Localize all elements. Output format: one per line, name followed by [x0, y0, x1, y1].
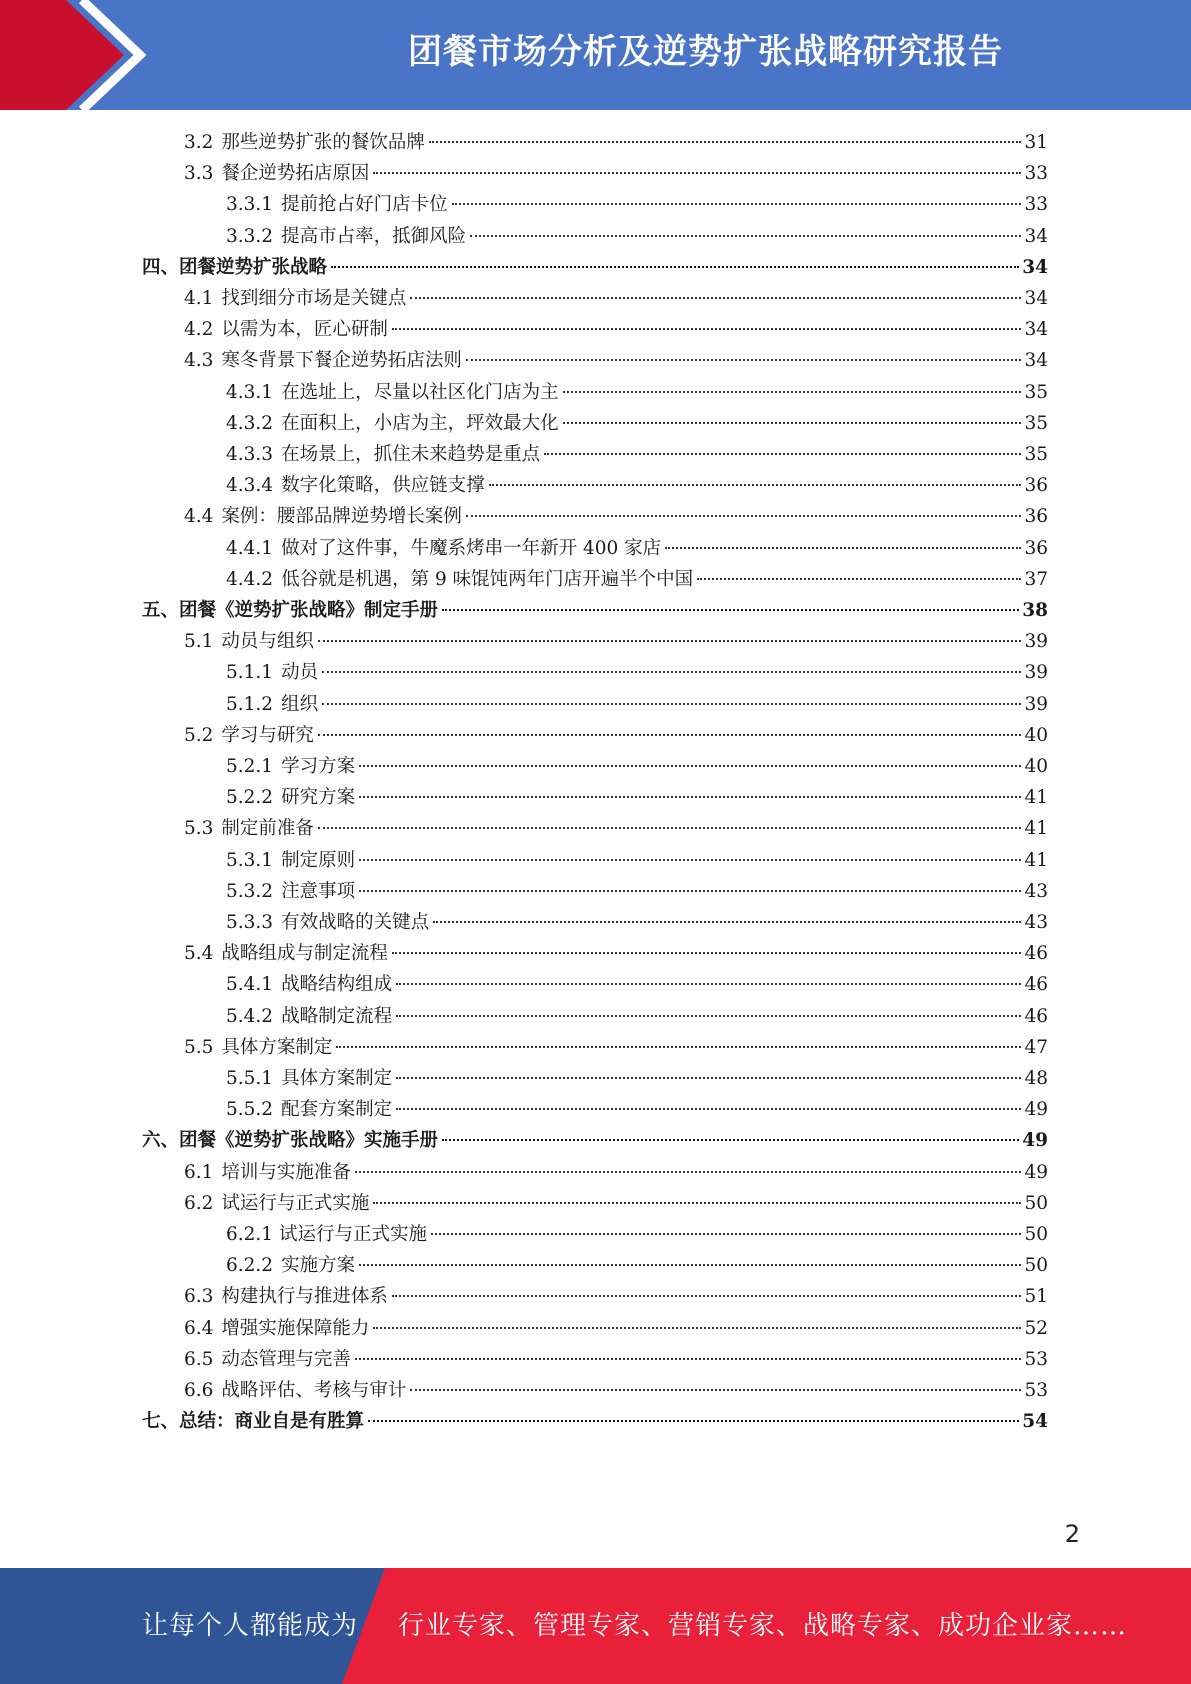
- toc-dot-leader: [466, 515, 1022, 517]
- toc-entry-title: 研究方案: [281, 787, 356, 809]
- toc-entry[interactable]: [184, 1345, 1048, 1375]
- toc-entry[interactable]: [226, 534, 1048, 564]
- toc-entry[interactable]: [184, 159, 1048, 189]
- toc-entry-title: 动员: [281, 662, 319, 684]
- toc-entry[interactable]: [226, 1002, 1048, 1032]
- toc-entry-title: 四、团餐逆势扩张战略: [142, 256, 328, 278]
- toc-entry-page: 34: [1022, 256, 1048, 278]
- toc-entry-page: 38: [1022, 600, 1048, 621]
- toc-entry-title: 试运行与正式实施: [221, 1192, 370, 1214]
- toc-entry-page: 47: [1024, 1036, 1048, 1058]
- toc-entry[interactable]: [142, 1126, 1048, 1156]
- toc-entry-title: 找到细分市场是关键点: [221, 288, 407, 309]
- toc-entry-number: 4.3.4: [226, 475, 274, 497]
- toc-entry-title: 战略制定流程: [281, 1005, 393, 1027]
- toc-entry-title: 组织: [281, 693, 319, 715]
- toc-entry[interactable]: [184, 1314, 1048, 1344]
- toc-entry-title: 具体方案制定: [221, 1036, 333, 1058]
- toc-entry-title: 在面积上，小店为主，坪效最大化: [281, 412, 559, 434]
- toc-entry-title: 制定前准备: [221, 818, 314, 840]
- toc-entry-number: 5.3.2: [226, 880, 274, 902]
- toc-entry-title: 以需为本，匠心研制: [221, 319, 388, 341]
- toc-dot-leader: [470, 235, 1021, 237]
- toc-entry-number: 5.3.3: [226, 912, 274, 933]
- toc-entry-title: 战略组成与制定流程: [221, 943, 388, 965]
- toc-entry-title: 低谷就是机遇，第 9 味馄饨两年门店开遍半个中国: [281, 568, 694, 590]
- toc-entry-number: 5.3: [184, 818, 214, 840]
- toc-entry-number: 4.3.2: [226, 412, 274, 434]
- toc-dot-leader: [355, 1358, 1022, 1360]
- toc-entry-title: 6.2.1 试运行与正式实施: [226, 1224, 427, 1245]
- toc-entry[interactable]: [184, 939, 1048, 969]
- toc-entry-page: 52: [1024, 1317, 1048, 1339]
- toc-entry-title: 具体方案制定: [281, 1068, 393, 1089]
- toc-entry-page: 34: [1024, 225, 1048, 247]
- toc-entry-title: 在选址上，尽量以社区化门店为主: [281, 381, 559, 403]
- toc-entry[interactable]: [184, 128, 1048, 158]
- toc-entry-number: 5.4: [184, 943, 214, 965]
- toc-dot-leader: [359, 890, 1021, 892]
- toc-entry-number: 5.2.1: [226, 756, 274, 777]
- toc-dot-leader: [410, 297, 1021, 299]
- toc-entry-title: 战略结构组成: [281, 974, 393, 996]
- toc-entry-page: 36: [1024, 475, 1048, 497]
- toc-entry-page: 34: [1024, 288, 1048, 309]
- toc-entry-number: 5.5.2: [226, 1099, 274, 1121]
- toc-entry-page: 41: [1024, 787, 1048, 809]
- footer-slogan: 让每个人都能成为: [142, 1611, 359, 1641]
- toc-dot-leader: [563, 391, 1022, 393]
- toc-entry[interactable]: [184, 315, 1048, 345]
- toc-entry-title: 七、总结：商业自是有胜算: [142, 1411, 365, 1433]
- toc-entry[interactable]: [226, 440, 1048, 470]
- toc-dot-leader: [410, 1389, 1021, 1391]
- toc-dot-leader: [563, 422, 1022, 424]
- toc-entry-number: 6.4: [184, 1317, 214, 1339]
- toc-entry-page: 50: [1024, 1255, 1048, 1277]
- toc-dot-leader: [442, 1139, 1019, 1141]
- toc-entry-page: 50: [1024, 1224, 1048, 1245]
- toc-entry[interactable]: [226, 877, 1048, 907]
- toc-entry-page: 33: [1024, 194, 1048, 216]
- toc-entry-number: 4.4.2: [226, 568, 274, 590]
- toc-entry-title: 培训与实施准备: [221, 1161, 351, 1183]
- toc-entry-page: 34: [1024, 319, 1048, 341]
- toc-entry[interactable]: [142, 1407, 1048, 1437]
- toc-entry[interactable]: [184, 1033, 1048, 1063]
- toc-entry[interactable]: [184, 346, 1048, 376]
- toc-entry[interactable]: [226, 690, 1048, 720]
- toc-entry-title: 动态管理与完善: [221, 1348, 351, 1370]
- toc-entry-page: 46: [1024, 1005, 1048, 1027]
- toc-entry[interactable]: [226, 970, 1048, 1000]
- toc-entry-number: 6.2.2: [226, 1255, 274, 1277]
- toc-dot-leader: [392, 952, 1022, 954]
- toc-entry-page: 53: [1024, 1348, 1048, 1370]
- toc-dot-leader: [431, 1233, 1021, 1235]
- toc-entry-title: 寒冬背景下餐企逆势拓店法则: [221, 350, 462, 372]
- toc-entry[interactable]: [184, 627, 1048, 657]
- toc-dot-leader: [489, 484, 1022, 486]
- toc-entry-number: 3.3: [184, 163, 214, 185]
- toc-entry-number: 5.3.1: [226, 849, 274, 871]
- toc-entry-page: 50: [1024, 1192, 1048, 1214]
- toc-entry-page: 40: [1024, 724, 1048, 746]
- toc-entry-page: 39: [1024, 693, 1048, 715]
- toc-entry[interactable]: [184, 1189, 1048, 1219]
- toc-entry-page: 39: [1024, 662, 1048, 684]
- toc-entry-number: 4.3: [184, 350, 214, 372]
- toc-entry[interactable]: [226, 222, 1048, 252]
- toc-dot-leader: [392, 1295, 1022, 1297]
- toc-entry-page: 49: [1024, 1161, 1048, 1183]
- toc-dot-leader: [322, 671, 1021, 673]
- toc-entry-title: 注意事项: [281, 880, 356, 902]
- toc-entry-page: 49: [1024, 1099, 1048, 1121]
- toc-entry-page: 48: [1024, 1068, 1048, 1089]
- toc-dot-leader: [318, 827, 1022, 829]
- toc-entry-title: 战略评估、考核与审计: [221, 1380, 407, 1401]
- toc-entry-page: 31: [1024, 132, 1048, 153]
- toc-entry-title: 动员与组织: [221, 631, 314, 653]
- toc-entry[interactable]: [184, 502, 1048, 532]
- toc-entry-number: 5.1.2: [226, 693, 274, 715]
- toc-entry-title: 五、团餐《逆势扩张战略》制定手册: [142, 600, 439, 621]
- toc-entry-title: 学习方案: [281, 756, 356, 777]
- toc-entry-title: 增强实施保障能力: [221, 1317, 370, 1339]
- toc-entry-number: 5.4.1: [226, 974, 274, 996]
- toc-dot-leader: [396, 1077, 1021, 1079]
- toc-dot-leader: [544, 453, 1021, 455]
- toc-dot-leader: [368, 1420, 1019, 1422]
- toc-entry-title: 有效战略的关键点: [281, 912, 430, 933]
- toc-dot-leader: [452, 203, 1022, 205]
- toc-entry[interactable]: [184, 1282, 1048, 1312]
- toc-entry-page: 46: [1024, 974, 1048, 996]
- toc-entry-title: 提前抢占好门店卡位: [281, 194, 448, 216]
- toc-entry-page: 43: [1024, 880, 1048, 902]
- toc-entry-number: 4.4.1: [226, 537, 274, 559]
- toc-entry-page: 53: [1024, 1380, 1048, 1401]
- toc-entry[interactable]: [184, 1376, 1048, 1406]
- toc-entry-number: 6.6: [184, 1380, 214, 1401]
- toc-dot-leader: [466, 359, 1022, 361]
- toc-entry-number: 5.1: [184, 631, 214, 653]
- toc-entry-title: 提高市占率，抵御风险: [281, 225, 467, 247]
- toc-dot-leader: [359, 1264, 1021, 1266]
- toc-entry[interactable]: [142, 596, 1048, 626]
- toc-entry-page: 41: [1024, 849, 1048, 871]
- toc-entry-page: 36: [1024, 506, 1048, 528]
- toc-entry[interactable]: [226, 658, 1048, 688]
- toc-entry[interactable]: [184, 814, 1048, 844]
- toc-dot-leader: [373, 1327, 1021, 1329]
- toc-entry[interactable]: [226, 1251, 1048, 1281]
- toc-entry-number: 3.3.2: [226, 225, 274, 247]
- toc-dot-leader: [396, 1015, 1021, 1017]
- toc-entry-page: 43: [1024, 912, 1048, 933]
- toc-entry-title: 六、团餐《逆势扩张战略》实施手册: [142, 1130, 439, 1152]
- toc-entry-page: 36: [1024, 537, 1048, 559]
- toc-entry-page: 41: [1024, 818, 1048, 840]
- toc-entry[interactable]: [226, 908, 1048, 938]
- toc-entry-page: 40: [1024, 756, 1048, 777]
- toc-entry-page: 49: [1022, 1130, 1048, 1152]
- toc-entry-title: 配套方案制定: [281, 1099, 393, 1121]
- toc-entry-number: 4.1: [184, 288, 214, 309]
- toc-dot-leader: [433, 921, 1021, 923]
- toc-entry[interactable]: [184, 721, 1048, 751]
- toc-entry[interactable]: [226, 1064, 1048, 1094]
- toc-entry-number: 5.5.1: [226, 1068, 274, 1089]
- toc-dot-leader: [331, 266, 1019, 268]
- toc-entry[interactable]: [226, 409, 1048, 439]
- toc-entry-number: 6.5: [184, 1348, 214, 1370]
- toc-entry-title: 构建执行与推进体系: [221, 1286, 388, 1308]
- toc-dot-leader: [373, 1202, 1021, 1204]
- toc-entry-page: 33: [1024, 163, 1048, 185]
- toc-dot-leader: [322, 703, 1021, 705]
- toc-dot-leader: [336, 1046, 1021, 1048]
- toc-dot-leader: [392, 328, 1022, 330]
- toc-dot-leader: [429, 141, 1022, 143]
- toc-entry-page: 39: [1024, 631, 1048, 653]
- toc-entry-page: 46: [1024, 943, 1048, 965]
- footer-roles: 行业专家、管理专家、营销专家、战略专家、成功企业家……: [398, 1611, 1128, 1641]
- toc-dot-leader: [359, 859, 1021, 861]
- toc-entry[interactable]: [226, 846, 1048, 876]
- toc-entry-number: 3.2: [184, 132, 214, 153]
- toc-entry[interactable]: [226, 1095, 1048, 1125]
- toc-entry-number: 6.1: [184, 1161, 214, 1183]
- toc-entry[interactable]: [226, 752, 1048, 782]
- header-chevron-decoration: [0, 0, 160, 110]
- toc-entry-page: 35: [1024, 412, 1048, 434]
- toc-entry-number: 6.2: [184, 1192, 214, 1214]
- toc-entry-number: 4.2: [184, 319, 214, 341]
- toc-dot-leader: [373, 172, 1021, 174]
- toc-entry-number: 5.4.2: [226, 1005, 274, 1027]
- toc-entry-title: 在场景上，抓住未来趋势是重点: [281, 444, 541, 465]
- toc-entry-title: 学习与研究: [221, 724, 314, 746]
- toc-entry-page: 35: [1024, 381, 1048, 403]
- toc-entry[interactable]: [142, 253, 1048, 283]
- toc-dot-leader: [318, 734, 1022, 736]
- toc-entry-title: 制定原则: [281, 849, 356, 871]
- toc-entry-page: 34: [1024, 350, 1048, 372]
- toc-dot-leader: [318, 640, 1022, 642]
- toc-entry[interactable]: [226, 565, 1048, 595]
- page-number: 2: [1064, 1520, 1080, 1548]
- toc-dot-leader: [442, 609, 1019, 611]
- page-footer: [0, 1568, 1191, 1684]
- toc-entry-number: 4.3.3: [226, 444, 274, 465]
- toc-entry[interactable]: [226, 1220, 1048, 1250]
- toc-entry[interactable]: [184, 284, 1048, 314]
- toc-dot-leader: [697, 578, 1021, 580]
- toc-entry-number: 6.3: [184, 1286, 214, 1308]
- toc-entry-title: 那些逆势扩张的餐饮品牌: [221, 132, 425, 153]
- toc-entry-title: 数字化策略，供应链支撑: [281, 475, 485, 497]
- toc-dot-leader: [396, 983, 1021, 985]
- toc-dot-leader: [359, 765, 1021, 767]
- toc-dot-leader: [665, 547, 1021, 549]
- toc-entry[interactable]: [184, 1158, 1048, 1188]
- toc-entry[interactable]: [226, 190, 1048, 220]
- toc-entry-number: 5.1.1: [226, 662, 274, 684]
- toc-entry-number: 5.5: [184, 1036, 214, 1058]
- toc-dot-leader: [355, 1171, 1022, 1173]
- toc-entry-title: 案例：腰部品牌逆势增长案例: [221, 506, 462, 528]
- toc-entry-number: 4.3.1: [226, 381, 274, 403]
- document-title: 团餐市场分析及逆势扩张战略研究报告: [408, 32, 1003, 72]
- toc-entry[interactable]: [226, 783, 1048, 813]
- toc-entry-number: 5.2: [184, 724, 214, 746]
- page-header: [0, 0, 1191, 110]
- toc-entry-title: 实施方案: [281, 1255, 356, 1277]
- toc-entry-page: 35: [1024, 444, 1048, 465]
- toc-entry-number: 3.3.1: [226, 194, 274, 216]
- toc-entry[interactable]: [226, 378, 1048, 408]
- toc-entry-page: 37: [1024, 568, 1048, 590]
- toc-entry-page: 51: [1024, 1286, 1048, 1308]
- toc-entry-title: 餐企逆势拓店原因: [221, 163, 370, 185]
- toc-entry-page: 54: [1022, 1411, 1048, 1433]
- toc-entry-number: 4.4: [184, 506, 214, 528]
- toc-entry[interactable]: [226, 471, 1048, 501]
- toc-dot-leader: [359, 796, 1021, 798]
- toc-entry-number: 5.2.2: [226, 787, 274, 809]
- toc-entry-title: 做对了这件事，牛魔系烤串一年新开 400 家店: [281, 537, 662, 559]
- toc-dot-leader: [396, 1108, 1021, 1110]
